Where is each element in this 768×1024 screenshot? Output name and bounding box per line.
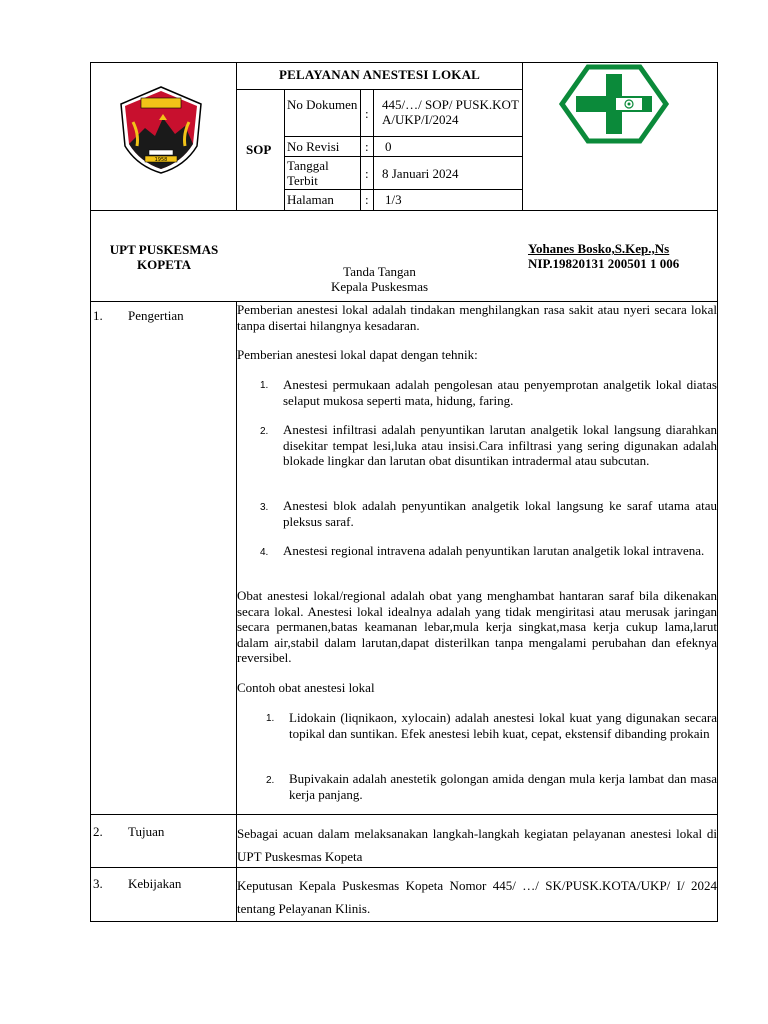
list-number: 3. — [260, 502, 269, 513]
list-item: Anestesi infiltrasi adalah penyuntikan larutan analgetik lokal langsung diarahkan disekitar tempat lesi,luka atau insisi.Cara infiltrasi yang sering digunakan adalah blokade lingkar dan larutan obat disuntikan intradermal atau subcutan. — [283, 422, 717, 468]
field-label-no-dokumen: No Dokumen — [287, 97, 358, 112]
field-sep: : — [365, 106, 369, 121]
list-number: 1. — [266, 713, 275, 724]
svg-text:1958: 1958 — [154, 157, 168, 163]
list-item: Anestesi permukaan adalah pengolesan atau penyemprotan analgetik lokal diatas selaput mukosa seperti mata, hidung, faring. — [283, 377, 717, 408]
section-number: 1. — [93, 308, 103, 323]
section-number: 2. — [93, 824, 103, 839]
field-value-no-revisi: 0 — [385, 139, 392, 154]
signatory-nip: NIP.19820131 200501 1 006 — [528, 256, 680, 271]
regional-emblem-logo — [115, 84, 207, 176]
list-item: Anestesi blok adalah penyuntikan analgetik lokal langsung ke saraf utama atau pleksus saraf. — [283, 498, 717, 529]
field-label-halaman: Halaman — [287, 192, 334, 207]
list-number: 2. — [260, 426, 269, 437]
field-sep: : — [365, 166, 369, 181]
unit-name: UPT PUSKESMAS KOPETA — [109, 242, 219, 272]
puskesmas-logo — [558, 64, 670, 144]
field-value-tanggal-terbit: 8 Januari 2024 — [382, 166, 459, 181]
sign-label: Tanda Tangan — [343, 264, 416, 279]
field-label-tanggal-terbit: Tanggal Terbit — [287, 158, 329, 188]
sop-label: SOP — [246, 142, 272, 157]
section-name-tujuan: Tujuan — [128, 824, 165, 839]
list-number: 4. — [260, 547, 269, 558]
section-name-kebijakan: Kebijakan — [128, 876, 182, 891]
tujuan-text: Sebagai acuan dalam melaksanakan langkah-langkah kegiatan pelayanan anestesi lokal di UPT Puskesmas Kopeta — [237, 826, 717, 864]
list-item: Lidokain (liqnikaon, xylocain) adalah anestesi lokal kuat yang digunakan secara topikal dan suntikan. Efek anestesi lebih kuat, cepat, ekstensif dibanding prokain — [289, 710, 717, 741]
obat-paragraph: Obat anestesi lokal/regional adalah obat yang menghambat hantaran saraf bila dikenakan secara lokal. Anestesi lokal idealnya adalah yang tidak mengiritasi atau merusak jaringan secara permanen,batas keamanan lebar,mula kerja singkat,masa kerja cukup lama,larut dalam air,stabil dalam larutan,dapat disterilkan tanpa mengalami perubahan dan efeknya reversibel. — [237, 588, 717, 665]
field-value-halaman: 1/3 — [385, 192, 402, 207]
list-item: Bupivakain adalah anestetik golongan amida dengan mula kerja lambat dan masa kerja panjang. — [289, 771, 717, 802]
field-sep: : — [365, 192, 369, 207]
signatory-name: Yohanes Bosko,S.Kep.,Ns — [528, 241, 670, 256]
list-number: 2. — [266, 775, 275, 786]
field-label-no-revisi: No Revisi — [287, 139, 340, 154]
list-number: 1. — [260, 380, 269, 391]
list-item: Anestesi regional intravena adalah penyuntikan larutan analgetik lokal intravena. — [283, 543, 705, 558]
section-number: 3. — [93, 876, 103, 891]
technique-intro: Pemberian anestesi lokal dapat dengan tehnik: — [237, 347, 478, 362]
section-name-pengertian: Pengertian — [128, 308, 184, 323]
sign-role: Kepala Puskesmas — [330, 279, 429, 294]
field-sep: : — [365, 139, 369, 154]
field-value-no-dokumen: 445/…/ SOP/ PUSK.KOTA/UKP/I/2024 — [382, 97, 519, 127]
kebijakan-text: Keputusan Kepala Puskesmas Kopeta Nomor 445/ …/ SK/PUSK.KOTA/UKP/ I/ 2024 tentang Pelayanan Klinis. — [237, 878, 717, 916]
definition-paragraph: Pemberian anestesi lokal adalah tindakan menghilangkan rasa sakit atau nyeri secara lokal tanpa disertai hilangnya kesadaran. — [237, 302, 717, 333]
document-title: PELAYANAN ANESTESI LOKAL — [278, 67, 481, 82]
examples-title: Contoh obat anestesi lokal — [237, 680, 375, 695]
